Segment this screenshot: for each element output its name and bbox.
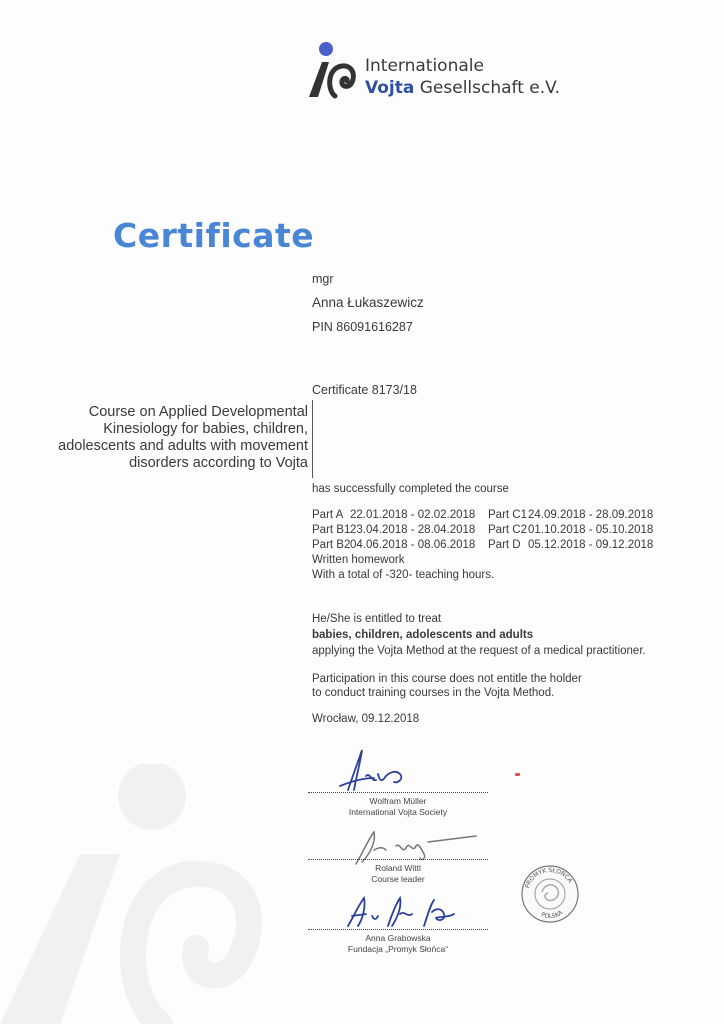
homework-text: Written homework xyxy=(312,554,405,566)
signatory-role: Fundacja „Promyk Słońca“ xyxy=(347,944,449,954)
parts-row xyxy=(312,538,662,553)
entitled-groups: babies, children, adolescents and adults xyxy=(312,629,534,641)
parts-row xyxy=(312,523,662,538)
part-dates: 05.12.2018 - 09.12.2018 xyxy=(528,539,654,551)
signatory-name: Roland Wittl xyxy=(375,863,421,873)
entitled-intro: He/She is entitled to treat xyxy=(312,613,442,625)
signatory-name: Wolfram Müller xyxy=(369,796,427,806)
participation-note-line: Participation in this course does not entitle the holder xyxy=(312,673,582,685)
course-title-line: Course on Applied Developmental xyxy=(88,404,308,420)
part-dates: 24.09.2018 - 28.09.2018 xyxy=(528,509,654,521)
part-label: Part A xyxy=(312,509,344,521)
red-ink-mark xyxy=(515,773,520,776)
course-title xyxy=(8,404,308,472)
part-dates: 22.01.2018 - 02.02.2018 xyxy=(350,509,476,521)
certificate-title: Certificate xyxy=(113,216,315,255)
signature-line xyxy=(308,859,488,860)
course-title-line: adolescents and adults with movement xyxy=(58,438,308,454)
vojta-logo-icon xyxy=(305,40,361,100)
part-label: Part B2 xyxy=(312,539,351,551)
recipient-pin: PIN 86091616287 xyxy=(312,320,413,334)
part-label: Part C1 xyxy=(488,509,527,521)
part-label: Part B1 xyxy=(312,524,351,536)
promyk-slonca-stamp xyxy=(518,862,582,926)
signature-2-handwriting xyxy=(352,828,482,868)
signature-1-name xyxy=(308,796,488,818)
part-dates: 23.04.2018 - 28.04.2018 xyxy=(350,524,476,536)
place-date: Wrocław, 09.12.2018 xyxy=(312,713,420,725)
course-title-divider xyxy=(312,400,313,478)
signature-line xyxy=(308,792,488,793)
logo-rest-text: Gesellschaft e.V. xyxy=(414,78,560,98)
signatory-role: International Vojta Society xyxy=(348,807,448,817)
course-title-line: Kinesiology for babies, children, xyxy=(103,421,308,437)
signatory-name: Anna Grabowska xyxy=(365,933,431,943)
signature-line xyxy=(308,929,488,930)
signature-3-name xyxy=(308,933,488,955)
signature-2-name xyxy=(308,863,488,885)
signature-1-handwriting xyxy=(334,748,424,794)
parts-schedule xyxy=(312,508,662,582)
entitled-method: applying the Vojta Method at the request of a medical practitioner. xyxy=(312,645,646,657)
participation-note xyxy=(312,672,582,700)
total-hours-text: With a total of -320- teaching hours. xyxy=(312,569,495,581)
vojta-watermark-icon xyxy=(0,764,280,1024)
part-dates: 04.06.2018 - 08.06.2018 xyxy=(350,539,476,551)
logo-line-1: Internationale xyxy=(365,56,484,76)
part-dates: 01.10.2018 - 05.10.2018 xyxy=(528,524,654,536)
logo xyxy=(305,40,565,100)
signatory-role: Course leader xyxy=(371,874,425,884)
part-label: Part C2 xyxy=(488,524,527,536)
part-label: Part D xyxy=(488,539,521,551)
course-title-line: disorders according to Vojta xyxy=(129,455,308,471)
logo-line-2 xyxy=(365,77,560,99)
certificate-number: Certificate 8173/18 xyxy=(312,383,417,397)
parts-row xyxy=(312,508,662,523)
stamp-top-text: PROMYK SŁOŃCA xyxy=(523,866,574,890)
signature-3-handwriting xyxy=(344,892,464,932)
recipient-prefix: mgr xyxy=(312,272,334,286)
recipient-name: Anna Łukaszewicz xyxy=(312,295,424,310)
stamp-bottom-text: POLSKA xyxy=(540,909,565,921)
participation-note-line: to conduct training courses in the Vojta Method. xyxy=(312,687,555,699)
logo-accent-text: Vojta xyxy=(365,78,415,98)
completion-text: has successfully completed the course xyxy=(312,483,509,495)
